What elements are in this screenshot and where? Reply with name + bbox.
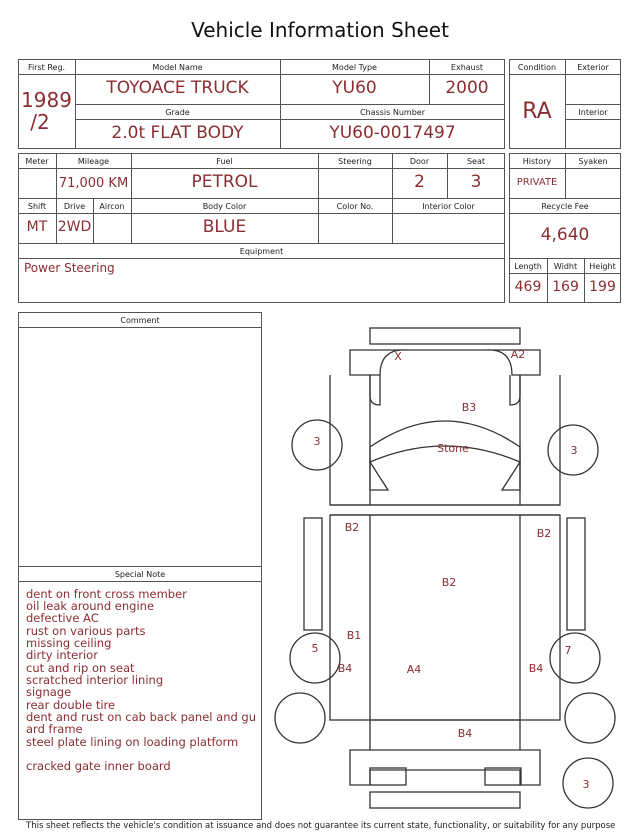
length-label: Length	[514, 262, 542, 271]
recycle-fee-value: 4,640	[540, 225, 590, 245]
drive-label: Drive	[63, 202, 86, 211]
mark-stone: Stone	[437, 442, 469, 455]
mark-tire-fr: 3	[570, 444, 578, 457]
first-reg-label: First Reg.	[27, 63, 66, 72]
model-name-value: TOYOACE TRUCK	[106, 78, 249, 98]
mark-x: X	[394, 350, 402, 363]
recycle-fee-label: Recycle Fee	[541, 202, 589, 211]
mark-tire-fl: 3	[313, 435, 321, 448]
special-note-line: ard frame	[26, 722, 83, 736]
steering-label: Steering	[338, 157, 372, 166]
mark-b4-left: B4	[337, 662, 353, 675]
special-note-line: dent and rust on cab back panel and gu	[26, 710, 257, 724]
right-side-panel	[567, 518, 585, 630]
seat-label: Seat	[466, 157, 486, 166]
mark-tire-5: 5	[311, 642, 319, 655]
door-value: 2	[414, 172, 425, 192]
height-value: 199	[589, 279, 616, 295]
mileage-value: 71,000 KM	[58, 176, 129, 191]
interior-color-label: Interior Color	[422, 202, 475, 211]
tire-rear-right-outer	[565, 693, 615, 743]
condition-value: RA	[522, 99, 552, 124]
disclaimer-footer: This sheet reflects the vehicle's condition at issuance and does not guarantee its current state, functionality, or suitability for any purpose	[26, 821, 616, 831]
door-label: Door	[409, 157, 430, 166]
equipment-value: Power Steering	[24, 261, 115, 275]
body-color-value: BLUE	[202, 217, 247, 237]
drive-value: 2WD	[57, 219, 92, 235]
interior-label: Interior	[578, 108, 608, 117]
shift-label: Shift	[27, 202, 47, 211]
special-note-line: oil leak around engine	[26, 599, 155, 613]
width-value: 169	[552, 279, 579, 295]
color-no-label: Color No.	[336, 202, 374, 211]
mark-b4-bottom: B4	[457, 727, 473, 740]
mark-b3: B3	[461, 401, 477, 414]
mark-spare-tire: 3	[582, 778, 590, 791]
model-type-value: YU60	[332, 78, 377, 98]
tire-rear-left-inner	[290, 633, 340, 683]
special-note-label: Special Note	[114, 570, 166, 579]
mileage-label: Mileage	[77, 157, 110, 166]
width-label: Widht	[553, 262, 578, 271]
fuel-value: PETROL	[191, 172, 258, 192]
special-note-line: dent on front cross member	[26, 587, 187, 601]
length-value: 469	[514, 279, 542, 295]
exhaust-label: Exhaust	[450, 63, 484, 72]
special-note-line: steel plate lining on loading platform	[26, 735, 239, 749]
exterior-label: Exterior	[577, 63, 609, 72]
mark-b2-right: B2	[536, 527, 552, 540]
sheet-title: Vehicle Information Sheet	[191, 18, 449, 42]
special-note-line: signage	[26, 685, 72, 699]
mark-b2-center: B2	[441, 576, 457, 589]
shift-value: MT	[26, 219, 48, 235]
special-note-line: cracked gate inner board	[26, 759, 171, 773]
mark-b4-right: B4	[528, 662, 544, 675]
grade-value: 2.0t FLAT BODY	[111, 123, 244, 143]
tire-rear-left-outer	[275, 693, 325, 743]
special-note-line: rear double tire	[26, 698, 116, 712]
tire-rear-right-inner	[550, 633, 600, 683]
special-note-line: scratched interior lining	[26, 673, 164, 687]
history-label: History	[522, 157, 552, 166]
syaken-label: Syaken	[578, 157, 608, 166]
first-reg-year: 1989	[21, 88, 72, 112]
chassis-number-label: Chassis Number	[360, 108, 425, 117]
equipment-label: Equipment	[239, 247, 284, 256]
mark-a4: A4	[406, 663, 422, 676]
special-note-line: dirty interior	[26, 648, 98, 662]
body-color-label: Body Color	[202, 202, 247, 211]
left-side-panel	[304, 518, 322, 630]
mark-b2-left: B2	[344, 521, 360, 534]
mark-b1: B1	[346, 629, 362, 642]
special-note-line: rust on various parts	[26, 624, 146, 638]
chassis-number-value: YU60-0017497	[329, 123, 456, 143]
aircon-label: Aircon	[99, 202, 125, 211]
meter-label: Meter	[25, 157, 49, 166]
rear-bumper	[370, 792, 520, 808]
first-reg-month: /2	[30, 110, 50, 134]
condition-label: Condition	[517, 63, 557, 72]
height-label: Height	[589, 262, 616, 271]
special-note-line: missing ceiling	[26, 636, 112, 650]
exhaust-value: 2000	[445, 78, 489, 98]
seat-value: 3	[470, 172, 482, 192]
front-bumper	[370, 328, 520, 344]
vehicle-damage-diagram	[270, 320, 640, 820]
model-type-label: Model Type	[332, 63, 377, 72]
model-name-label: Model Name	[152, 63, 203, 72]
mark-tire-7: 7	[564, 644, 572, 657]
comment-label: Comment	[120, 316, 160, 325]
history-value: PRIVATE	[516, 177, 558, 188]
cab-outline	[330, 375, 560, 505]
special-note-line: cut and rip on seat	[26, 661, 135, 675]
special-note-line: defective AC	[26, 611, 99, 625]
loading-platform	[330, 515, 560, 720]
fuel-label: Fuel	[216, 157, 233, 166]
mark-a2: A2	[510, 348, 526, 361]
grade-label: Grade	[165, 108, 190, 117]
